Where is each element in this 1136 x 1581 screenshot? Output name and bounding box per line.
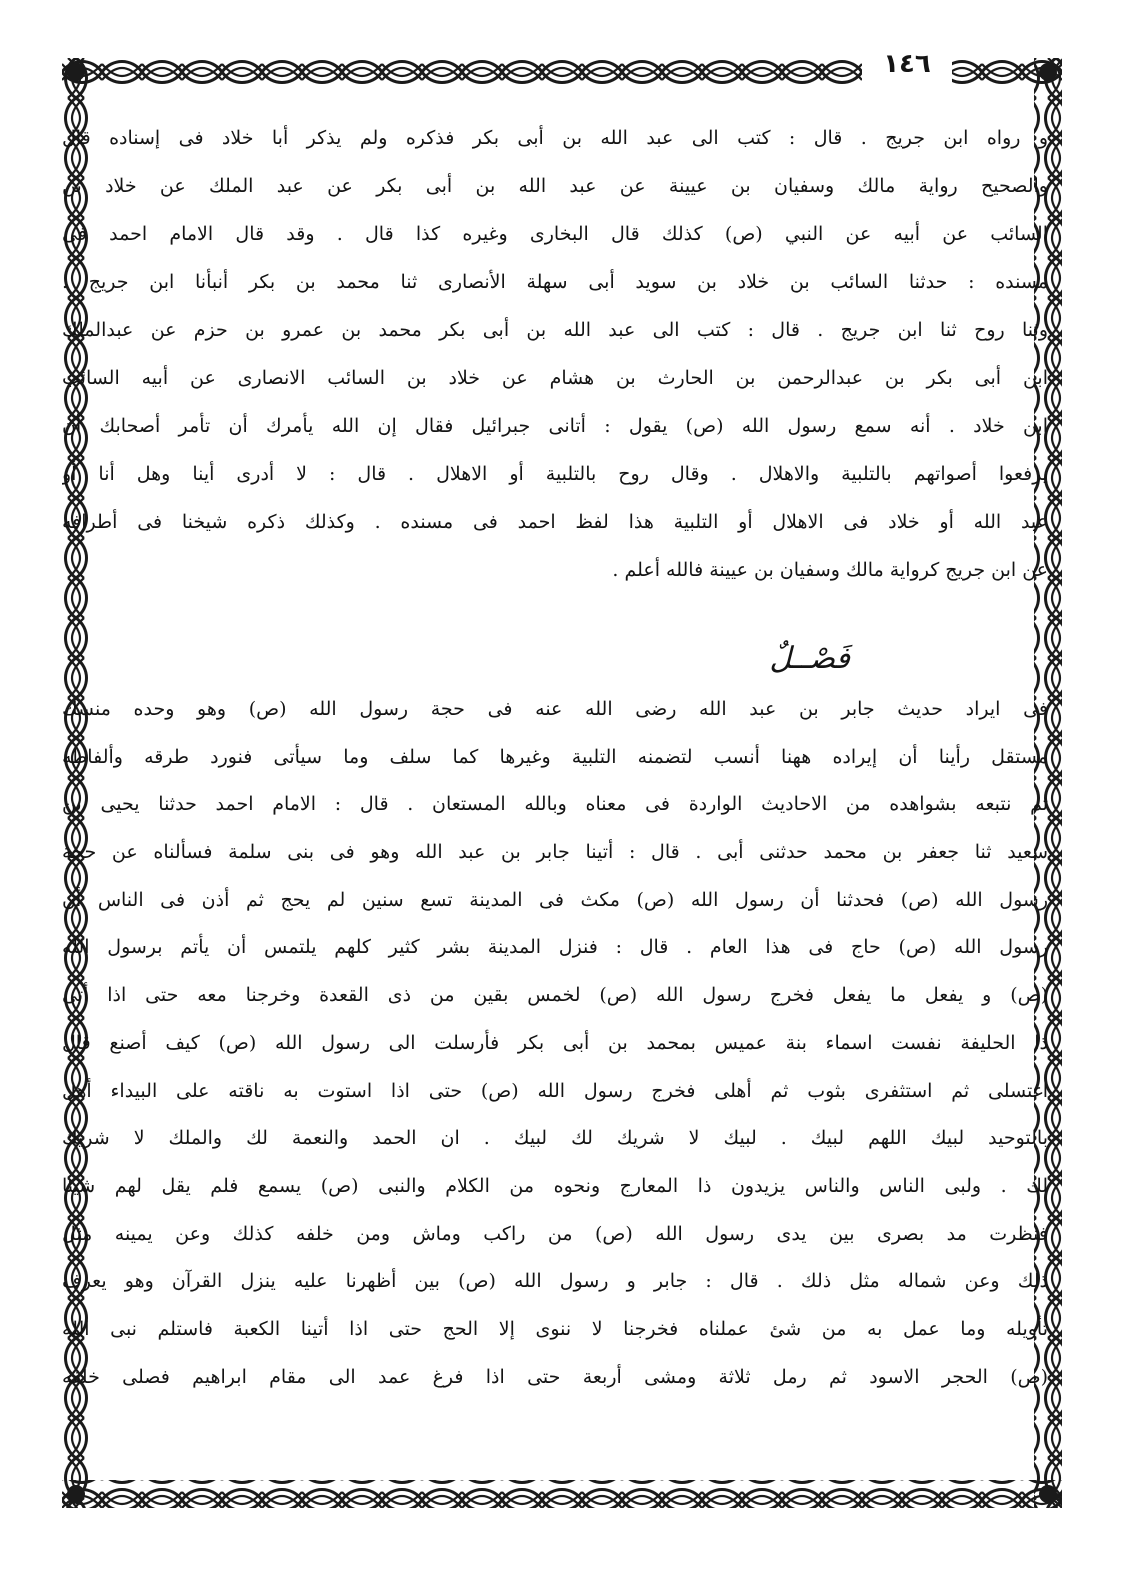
text-line: ذا الحليفة نفست اسماء بنة عميس بمحمد بن أبى بكر فأرسلت الى رسول الله (ص) كيف أصنع قال [62,1031,1048,1054]
paragraph-bottom [62,686,1048,1401]
text-line: (ص) الحجر الاسود ثم رمل ثلاثة ومشى أربعة حتى اذا فرغ عمد الى مقام ابراهيم فصلى خلفه [62,1365,1048,1388]
section-heading: فَصْــلٌ [769,641,850,676]
page-number: ١٤٦ [862,44,952,84]
text-line: سعيد ثنا جعفر بن محمد حدثنى أبى . قال : أتينا جابر بن عبد الله وهو فى بنى سلمة فسألناه عن حجة [62,841,1048,864]
text-line: (ص) و يفعل ما يفعل فخرج رسول الله (ص) لخمس بقين من ذى القعدة وخرجنا معه حتى اذا أتى [62,984,1048,1007]
text-line: ابن أبى بكر بن عبدالرحمن بن الحارث بن هشام عن خلاد بن السائب الانصارى عن أبيه السائب [62,367,1048,389]
text-line: مسنده : حدثنا السائب بن خلاد بن سويد أبى سهلة الأنصارى ثنا محمد بن بكر أنبأنا ابن جريج . [62,271,1048,293]
text-line: فى ايراد حديث جابر بن عبد الله رضى الله عنه فى حجة رسول الله (ص) وهو وحده منسك [62,698,1048,720]
text-line: و رواه ابن جريج . قال : كتب الى عبد الله بن أبى بكر فذكره ولم يذكر أبا خلاد فى إسناده قال [62,127,1048,149]
text-line: عبد الله أو خلاد فى الاهلال أو التلبية هذا لفظ احمد فى مسنده . وكذلك ذكره شيخنا فى أطرافه [62,511,1048,533]
paragraph-top [62,114,1048,594]
text-line: رسول الله (ص) فحدثنا أن رسول الله (ص) مكث فى المدينة تسع سنين لم يحج ثم أذن فى الناس أن [62,888,1048,911]
text-line: وثنا روح ثنا ابن جريج . قال : كتب الى عبد الله بن أبى بكر محمد بن عمرو بن حزم عن عبدالملك [62,319,1048,341]
text-line: عن ابن جريج كرواية مالك وسفيان بن عيينة فالله أعلم . [612,559,1048,581]
text-line: السائب عن أبيه عن النبي (ص) كذلك قال البخارى وغيره كذا قال . وقد قال الامام احمد فى [62,223,1048,245]
text-line: رسول الله (ص) حاج فى هذا العام . قال : فنزل المدينة بشر كثير كلهم يلتمس أن يأتم برسول الله [62,936,1048,959]
text-line: والصحيح رواية مالك وسفيان بن عيينة عن عبد الله بن أبى بكر عن عبد الملك عن خلاد بن [62,175,1048,197]
text-line: اغتسلى ثم استثفرى بثوب ثم أهلى فخرج رسول الله (ص) حتى اذا استوت به ناقته على البيداء أهل [62,1079,1048,1102]
text-line: يرفعوا أصواتهم بالتلبية والاهلال . وقال روح بالتلبية أو الاهلال . قال : لا أدرى أينا وهل أنا أو [62,463,1048,485]
text-line: مستقل رأينا أن إيراده ههنا أنسب لتضمنه التلبية وغيرها كما سلف وما سيأتى فنورد طرقه وألفاظه [62,745,1048,768]
text-line: ابن خلاد . أنه سمع رسول الله (ص) يقول : أتانى جبرائيل فقال إن الله يأمرك أن تأمر أصحابك أن [62,415,1048,437]
text-line: فنظرت مد بصرى بين يدى رسول الله (ص) من راكب وماش ومن خلفه كذلك وعن يمينه مثل [62,1222,1048,1245]
text-line: ثم نتبعه بشواهده من الاحاديث الواردة فى معناه وبالله المستعان . قال : الامام احمد حدثنا يحيى بن [62,793,1048,816]
text-line: تأويله وما عمل به من شئ عملناه فخرجنا لا ننوى إلا الحج حتى اذا أتينا الكعبة فاستلم نبى الله [62,1317,1048,1340]
text-line: بالتوحيد لبيك اللهم لبيك . لبيك لا شريك لك لبيك . ان الحمد والنعمة لك والملك لا شريك [62,1127,1048,1150]
text-line: ذلك وعن شماله مثل ذلك . قال : جابر و رسول الله (ص) بين أظهرنا عليه ينزل القرآن وهو يعرف [62,1270,1048,1293]
text-line: لك . ولبى الناس والناس يزيدون ذا المعارج ونحوه من الكلام والنبى (ص) يسمع فلم يقل لهم شيئا [62,1174,1048,1197]
